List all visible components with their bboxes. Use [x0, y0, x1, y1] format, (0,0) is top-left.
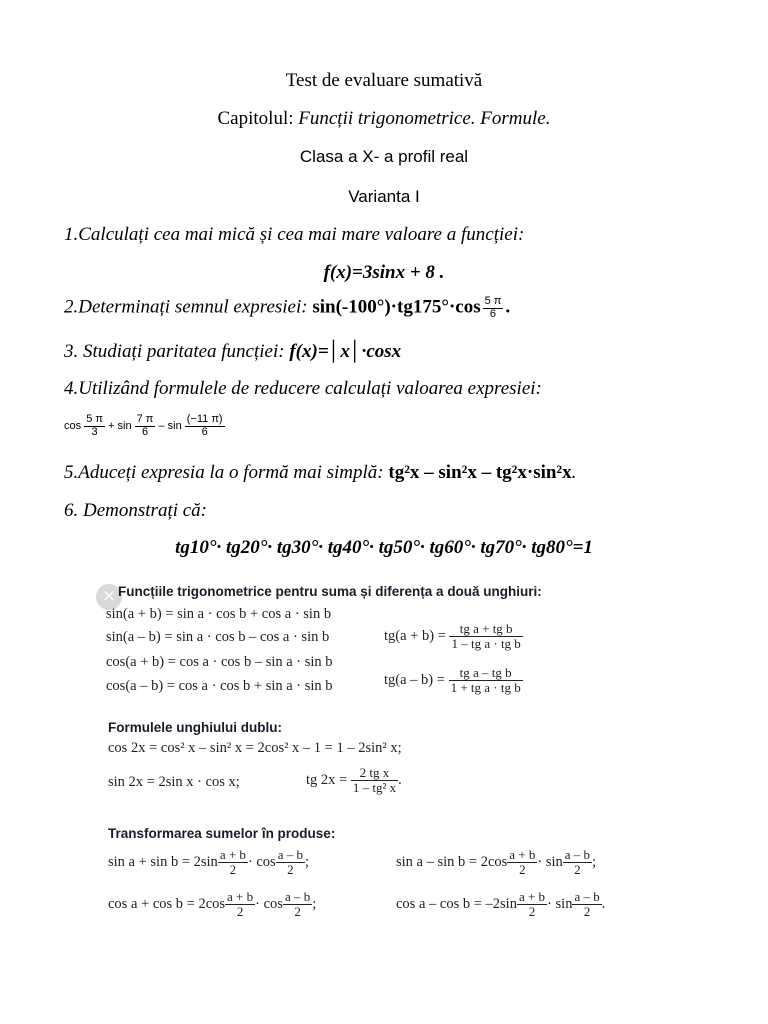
- tg2x-num: 2 tg x: [351, 766, 398, 781]
- sum-difference-heading-text: Funcțiile trigonometrice pentru suma și diferența a două unghiuri:: [118, 584, 542, 599]
- formula-sheet-image: [96, 578, 656, 930]
- p4-f1-num: a + b: [518, 889, 546, 904]
- q4-f3-den: 6: [201, 425, 208, 438]
- sum-to-product-heading-text: Transformarea sumelor în produse:: [108, 826, 336, 841]
- q2-frac-den: 6: [489, 307, 497, 320]
- p2-mid: · sin: [537, 854, 563, 871]
- q3-formula-abs: │x│: [328, 341, 362, 362]
- p1-f1-num: a + b: [219, 847, 246, 862]
- sin-diff-text: sin(a – b) = sin a · cos b – cos a · sin b: [106, 629, 330, 645]
- question-4: [64, 378, 542, 400]
- tg-sum-lhs: tg(a + b) =: [384, 628, 446, 645]
- test-title-text: Test de evaluare sumativă: [285, 70, 483, 91]
- formula-cos-sum: [106, 654, 333, 671]
- question-2: [64, 296, 510, 320]
- p1-f2-den: 2: [287, 862, 294, 878]
- q4-fraction-2: [135, 414, 156, 438]
- cos-sum-text: cos(a + b) = cos a · cos b – sin a · sin b: [106, 654, 333, 670]
- double-angle-heading: [108, 720, 282, 735]
- question-6: [64, 500, 207, 522]
- tg-diff-fraction: [449, 666, 523, 696]
- question-5: [64, 462, 576, 484]
- question-1-text: 1.Calculați cea mai mică și cea mai mare valoare a funcției:: [64, 224, 525, 245]
- question-1-formula: [0, 262, 768, 284]
- sin2x-text: sin 2x = 2sin x · cos x;: [108, 774, 240, 790]
- question-4-expression: [64, 414, 225, 438]
- question-6-text: 6. Demonstrați că:: [64, 500, 208, 521]
- p3-mid: · cos: [255, 896, 283, 913]
- p1-f1-den: 2: [229, 862, 237, 878]
- test-title: [0, 70, 768, 92]
- p3-f2-den: 2: [294, 904, 301, 920]
- formula-sin2x: [108, 774, 240, 791]
- q6-formula-text: tg10°· tg20°· tg30°· tg40°· tg50°· tg60°· tg70°· tg80°=1: [175, 537, 593, 558]
- question-4-text: 4.Utilizând formulele de reducere calculați valoarea expresiei:: [64, 378, 542, 399]
- question-5-text: 5.Aduceți expresia la o formă mai simplă:: [64, 462, 384, 483]
- q3-formula-c: ·cosx: [361, 341, 402, 362]
- p3-frac-2: [283, 890, 312, 920]
- formula-tg2x: [306, 766, 402, 796]
- sin-sum-text: sin(a + b) = sin a · cos b + cos a · sin b: [106, 606, 332, 622]
- question-6-formula: [0, 537, 768, 559]
- q4-f3-num: (−11 π): [186, 413, 223, 425]
- tg-sum-num: tg a + tg b: [449, 622, 522, 637]
- q5-formula: tg²x – sin²x – tg²x·sin²x: [388, 462, 572, 483]
- p2-f1-num: a + b: [509, 847, 536, 862]
- p1-end: ;: [305, 854, 310, 871]
- p4-f2-den: 2: [583, 904, 591, 920]
- p1-f2-num: a – b: [277, 847, 303, 862]
- p1-lhs: sin a + sin b = 2sin: [108, 854, 218, 871]
- q4-fraction-1: [84, 414, 105, 438]
- formula-cos-minus-cos: [396, 890, 605, 920]
- p3-f1-den: 2: [236, 904, 244, 920]
- question-1: [64, 224, 524, 246]
- q2-end: .: [505, 296, 511, 318]
- close-icon-glyph: ×: [101, 586, 117, 606]
- p2-f2-den: 2: [574, 862, 581, 878]
- p4-frac-1: [517, 890, 547, 920]
- formula-sin-diff: [106, 629, 329, 646]
- variant-text: Varianta I: [348, 187, 420, 206]
- formula-cos-diff: [106, 678, 333, 695]
- q4-minus-sin: – sin: [158, 419, 182, 432]
- tg2x-lhs: tg 2x =: [306, 772, 348, 789]
- formula-sin-minus-sin: [396, 848, 596, 878]
- class-line: [0, 147, 768, 167]
- q2-formula: sin(-100°)·tg175°·cos: [312, 296, 481, 318]
- q3-formula-a: f(x)=: [289, 341, 329, 362]
- p2-frac-2: [563, 848, 592, 878]
- sum-difference-heading: [118, 584, 542, 599]
- p2-frac-1: [507, 848, 537, 878]
- q2-frac-num: 5 π: [484, 295, 502, 307]
- formula-sin-plus-sin: [108, 848, 309, 878]
- q4-cos: cos: [64, 419, 82, 432]
- tg2x-end: .: [398, 772, 402, 789]
- p4-f2-num: a – b: [574, 889, 600, 904]
- p2-f1-den: 2: [519, 862, 526, 878]
- q4-f2-den: 6: [141, 425, 149, 438]
- q4-f1-num: 5 π: [86, 413, 103, 425]
- tg2x-den: 1 – tg² x: [352, 780, 397, 796]
- p3-f2-num: a – b: [284, 889, 311, 904]
- tg2x-fraction: [351, 766, 398, 796]
- q4-f1-den: 3: [91, 425, 98, 438]
- question-3-text: 3. Studiați paritatea funcției:: [64, 341, 285, 362]
- class-text: Clasa a X- a profil real: [299, 147, 469, 166]
- variant-line: [0, 187, 768, 207]
- p2-lhs: sin a – sin b = 2cos: [396, 854, 508, 871]
- q1-formula-text: f(x)=3sinx + 8 .: [323, 262, 445, 283]
- tg-diff-lhs: tg(a – b) =: [384, 672, 445, 689]
- p3-end: ;: [312, 896, 317, 913]
- tg-sum-den: 1 – tg a · tg b: [451, 636, 521, 652]
- p4-end: .: [601, 896, 606, 913]
- p3-frac-1: [225, 890, 255, 920]
- q2-fraction: [483, 296, 504, 320]
- chapter-name: Funcții trigonometrice. Formule.: [298, 108, 551, 129]
- formula-tg-sum: [384, 622, 523, 652]
- p3-f1-num: a + b: [227, 889, 254, 904]
- p4-frac-2: [572, 890, 601, 920]
- sum-to-product-heading: [108, 826, 335, 841]
- p1-frac-2: [276, 848, 305, 878]
- formula-cos2x: [108, 740, 402, 757]
- p1-frac-1: [218, 848, 248, 878]
- double-angle-heading-text: Formulele unghiului dublu:: [108, 720, 282, 735]
- formula-cos-plus-cos: [108, 890, 316, 920]
- p4-f1-den: 2: [528, 904, 536, 920]
- formula-sin-sum: [106, 606, 331, 623]
- p1-mid: · cos: [247, 854, 276, 871]
- chapter-line: [0, 108, 768, 130]
- tg-diff-num: tg a – tg b: [449, 666, 523, 681]
- p2-f2-num: a – b: [564, 847, 591, 862]
- q4-plus-sin: + sin: [108, 419, 132, 432]
- cos-diff-text: cos(a – b) = cos a · cos b + sin a · sin b: [106, 678, 333, 694]
- p2-end: ;: [592, 854, 597, 871]
- question-2-text: 2.Determinați semnul expresiei:: [64, 296, 308, 318]
- question-3: [64, 341, 401, 363]
- tg-sum-fraction: [449, 622, 522, 652]
- p3-lhs: cos a + cos b = 2cos: [108, 896, 226, 913]
- formula-tg-diff: [384, 666, 523, 696]
- cos2x-text: cos 2x = cos² x – sin² x = 2cos² x – 1 = 1 – 2sin² x;: [108, 740, 402, 756]
- q5-end: .: [571, 462, 577, 483]
- chapter-label: Capitolul:: [217, 108, 294, 129]
- p4-lhs: cos a – cos b = –2sin: [396, 896, 517, 913]
- q4-f2-num: 7 π: [136, 413, 154, 425]
- q4-fraction-3: [185, 414, 225, 438]
- tg-diff-den: 1 + tg a · tg b: [450, 680, 521, 696]
- p4-mid: · sin: [547, 896, 573, 913]
